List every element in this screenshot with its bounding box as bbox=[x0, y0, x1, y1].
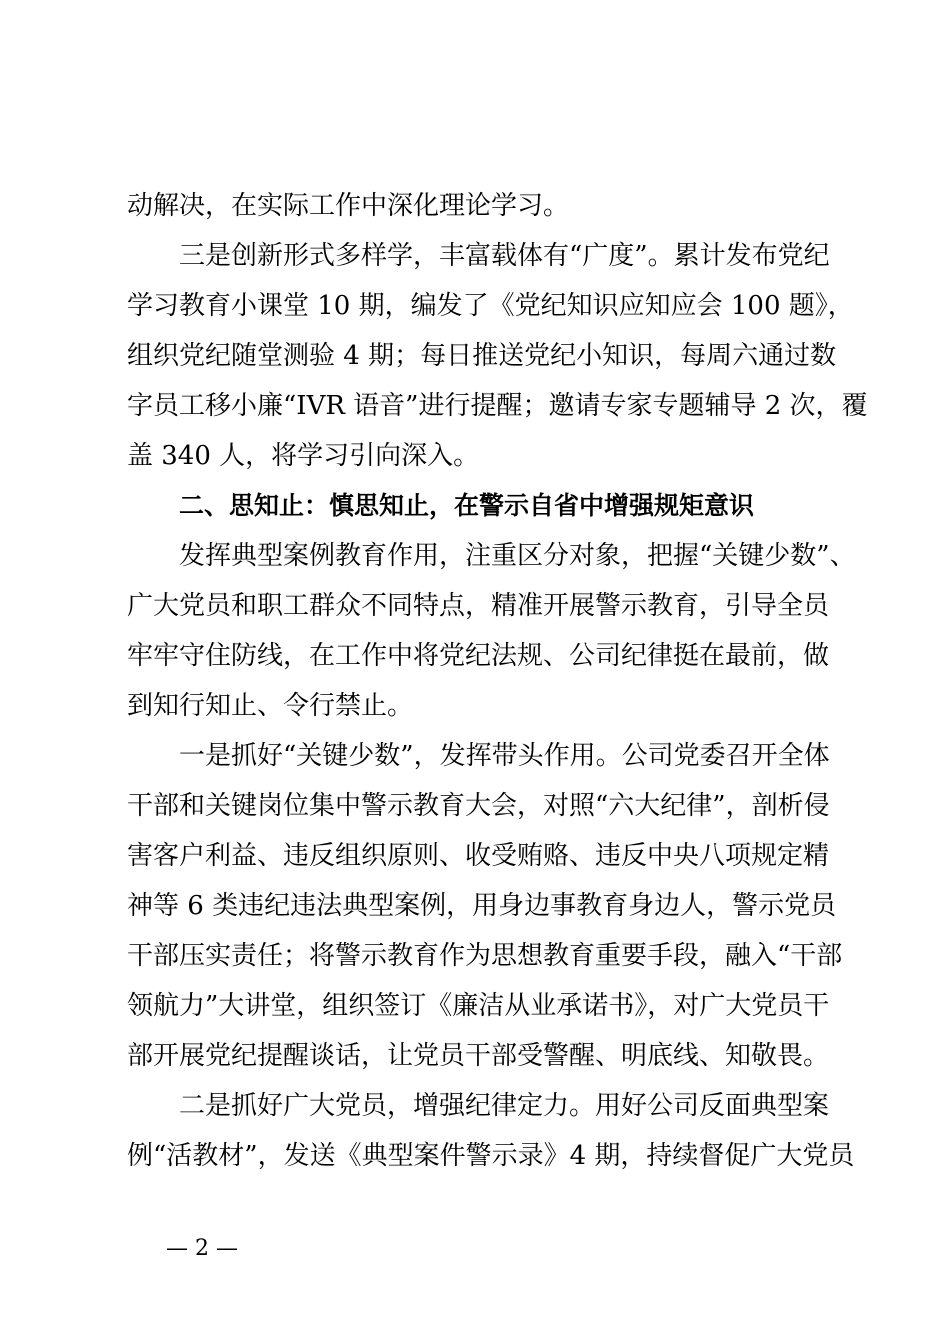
text-line: 牢牢守住防线，在工作中将党纪法规、公司纪律挺在最前，做 bbox=[127, 641, 830, 671]
text-line: 到知行知止、令行禁止。 bbox=[127, 691, 414, 721]
text-line: 害客户利益、违反组织原则、收受贿赂、违反中央八项规定精 bbox=[127, 841, 830, 871]
text-line: 干部和关键岗位集中警示教育大会，对照“六大纪律”，剖析侵 bbox=[127, 791, 830, 821]
paragraph-start: 三是创新形式多样学，丰富载体有“广度”。累计发布党纪 bbox=[179, 241, 830, 271]
text-line: 广大党员和职工群众不同特点，精准开展警示教育，引导全员 bbox=[127, 591, 830, 621]
page-number: — 2 — bbox=[166, 1236, 238, 1261]
paragraph-start: 二是抓好广大党员，增强纪律定力。用好公司反面典型案 bbox=[179, 1091, 830, 1121]
text-line: 组织党纪随堂测验 4 期；每日推送党纪小知识，每周六通过数 bbox=[127, 341, 837, 371]
text-line: 动解决，在实际工作中深化理论学习。 bbox=[127, 191, 570, 221]
paragraph-start: 一是抓好“关键少数”，发挥带头作用。公司党委召开全体 bbox=[179, 741, 830, 771]
text-line: 领航力”大讲堂，组织签订《廉洁从业承诺书》，对广大党员干 bbox=[127, 991, 830, 1021]
text-line: 部开展党纪提醒谈话，让党员干部受警醒、明底线、知敬畏。 bbox=[127, 1041, 830, 1071]
text-line: 干部压实责任；将警示教育作为思想教育重要手段，融入“干部 bbox=[127, 941, 843, 971]
text-line: 盖 340 人，将学习引向深入。 bbox=[127, 441, 480, 471]
section-heading: 二、思知止：慎思知止，在警示自省中增强规矩意识 bbox=[179, 491, 755, 520]
text-line: 字员工移小廉“IVR 语音”进行提醒；邀请专家专题辅导 2 次，覆 bbox=[127, 391, 868, 421]
paragraph-start: 发挥典型案例教育作用，注重区分对象，把握“关键少数”、 bbox=[179, 541, 856, 571]
text-line: 学习教育小课堂 10 期，编发了《党纪知识应知应会 100 题》， bbox=[127, 291, 854, 321]
text-line: 神等 6 类违纪违法典型案例，用身边事教育身边人，警示党员 bbox=[127, 891, 837, 921]
text-line: 例“活教材”，发送《典型案件警示录》4 期，持续督促广大党员 bbox=[127, 1141, 855, 1171]
body-text bbox=[127, 181, 868, 1181]
